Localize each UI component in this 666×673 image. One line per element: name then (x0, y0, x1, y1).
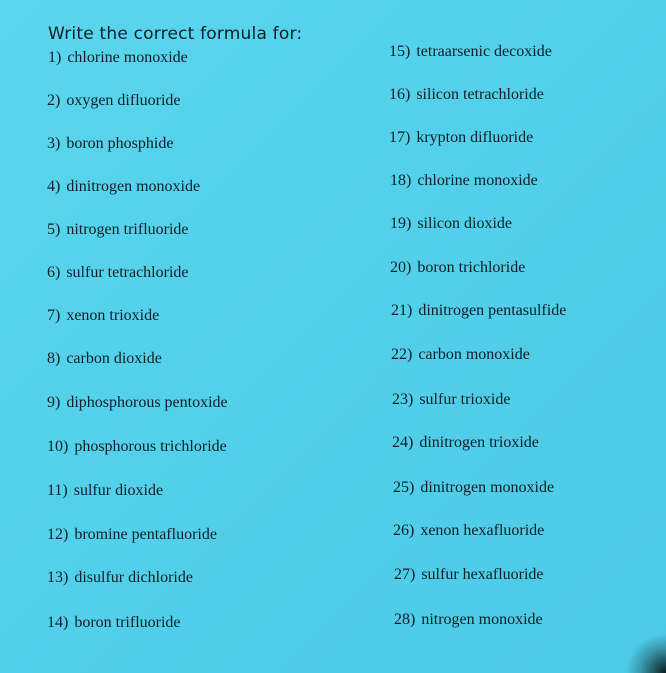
list-item: 14) boron trifluoride (47, 614, 181, 631)
list-item: 15) tetraarsenic decoxide (389, 43, 552, 60)
list-item: 26) xenon hexafluoride (393, 522, 545, 539)
list-item: 22) carbon monoxide (391, 346, 530, 363)
list-item: 21) dinitrogen pentasulfide (391, 302, 567, 319)
list-item: 19) silicon dioxide (390, 215, 512, 232)
list-item: 4) dinitrogen monoxide (47, 178, 201, 195)
list-item: 9) diphosphorous pentoxide (47, 394, 228, 411)
list-item: 23) sulfur trioxide (392, 391, 511, 408)
list-item: 7) xenon trioxide (47, 307, 160, 324)
list-item: 1) chlorine monoxide (48, 49, 188, 66)
list-item: 20) boron trichloride (390, 259, 526, 276)
list-item: 16) silicon tetrachloride (389, 86, 544, 103)
list-item: 2) oxygen difluoride (47, 92, 181, 109)
list-item: 24) dinitrogen trioxide (392, 434, 539, 451)
list-item: 13) disulfur dichloride (47, 569, 193, 586)
worksheet-heading: Write the correct formula for: (48, 24, 303, 44)
list-item: 17) krypton difluoride (389, 129, 534, 146)
list-item: 28) nitrogen monoxide (394, 611, 543, 628)
list-item: 10) phosphorous trichloride (47, 438, 227, 455)
list-item: 8) carbon dioxide (47, 350, 162, 367)
list-item: 5) nitrogen trifluoride (47, 221, 189, 238)
list-item: 27) sulfur hexafluoride (394, 566, 544, 583)
corner-shadow (626, 633, 666, 673)
list-item: 6) sulfur tetrachloride (47, 264, 189, 281)
list-item: 11) sulfur dioxide (47, 482, 164, 499)
list-item: 18) chlorine monoxide (390, 172, 538, 189)
list-item: 25) dinitrogen monoxide (393, 479, 555, 496)
list-item: 12) bromine pentafluoride (47, 526, 217, 543)
list-item: 3) boron phosphide (47, 135, 174, 152)
